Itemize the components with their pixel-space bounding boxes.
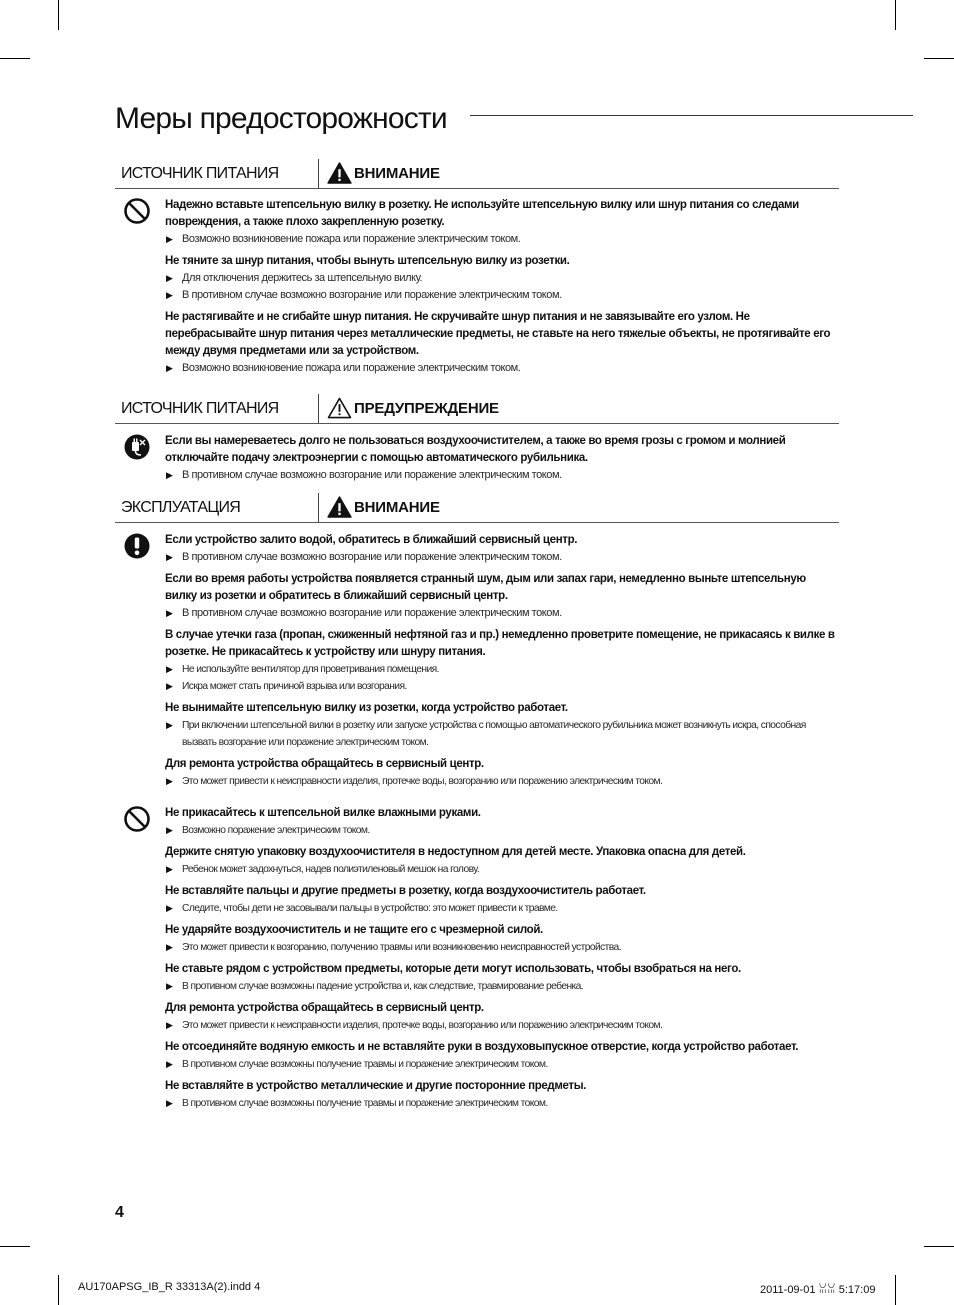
- note-text: ▶ В противном случае возможно возгорание или поражение электрическим током.: [165, 467, 835, 484]
- rule-text: Не растягивайте и не сгибайте шнур питания. Не скручивайте шнур питания и не завязывайте его узлом. Не перебрасывайте шнур питания через металлические предметы, не ставьте на него тяжелые объекты, не протягивайте его между двумя предметами или за устройством.: [165, 311, 831, 357]
- rule-text: Не вынимайте штепсельную вилку из розетки, когда устройство работает.: [165, 702, 568, 714]
- rule-text: Не отсоединяйте водяную емкость и не вставляйте руки в воздуховыпускное отверстие, когда устройство работает.: [165, 1041, 799, 1053]
- note-text: ▶ Искра может стать причиной взрыва или возгорания.: [165, 678, 835, 695]
- note-text: ▶ Не используйте вентилятор для проветривания помещения.: [165, 661, 835, 678]
- note-text: ▶ Ребенок может задохнуться, надев полиэтиленовый мешок на голову.: [165, 861, 835, 878]
- note-text: ▶ Для отключения держитесь за штепсельную вилку.: [165, 270, 835, 287]
- rule-text: Для ремонта устройства обращайтесь в сервисный центр.: [165, 758, 484, 770]
- section-label: ИСТОЧНИК ПИТАНИЯ: [121, 165, 279, 182]
- rule-text: Надежно вставьте штепсельную вилку в розетку. Не используйте штепсельную вилку или шнур питания со следами повреждения, а также плохо закрепленную розетку.: [165, 199, 799, 228]
- caution-badge: [327, 495, 440, 519]
- block-body: [165, 532, 835, 795]
- safety-item: [165, 961, 835, 995]
- crop-mark: [58, 0, 59, 30]
- rule-text: Держите снятую упаковку воздухоочистителя в недоступном для детей месте. Упаковка опасна для детей.: [165, 846, 746, 858]
- rule-text: Если устройство залито водой, обратитесь в ближайший сервисный центр.: [165, 534, 578, 546]
- crop-mark: [58, 1275, 59, 1305]
- note-text: ▶ Возможно возникновение пожара или поражение электрическим током.: [165, 231, 835, 248]
- bullet-triangle-icon: ▶: [166, 664, 173, 674]
- bullet-triangle-icon: ▶: [166, 825, 173, 835]
- footer-file-name: AU170APSG_IB_R 33313A(2).indd 4: [78, 1281, 261, 1293]
- safety-item: [165, 571, 835, 622]
- section-header: [115, 493, 839, 523]
- section-divider: [318, 493, 319, 522]
- rule-text: Не ударяйте воздухоочиститель и не тащите его с чрезмерной силой.: [165, 924, 543, 936]
- note-text: ▶ Это может привести к неисправности изделия, протечке воды, возгоранию или поражению электрическим током.: [165, 773, 835, 790]
- bullet-triangle-icon: ▶: [166, 290, 173, 300]
- block-body: [165, 197, 835, 382]
- badge-label: ВНИМАНИЕ: [354, 498, 440, 516]
- crop-mark: [0, 1246, 30, 1247]
- footer-date: 2011-09-01 ꈍꈍ 5:17:09: [760, 1284, 876, 1296]
- bullet-triangle-icon: ▶: [166, 942, 173, 952]
- bullet-triangle-icon: ▶: [166, 363, 173, 373]
- safety-item: [165, 197, 835, 248]
- note-text: ▶ Это может привести к неисправности изделия, протечке воды, возгоранию или поражению электрическим током.: [165, 1017, 835, 1034]
- safety-item: [165, 309, 835, 377]
- section-header: [115, 159, 839, 189]
- block-body: [165, 805, 835, 1117]
- rule-text: Если вы намереваетесь долго не пользоваться воздухоочистителем, а также во время грозы с громом и молнией отключайте подачу электроэнергии с помощью автоматического рубильника.: [165, 435, 786, 464]
- bullet-triangle-icon: ▶: [166, 608, 173, 618]
- note-text: ▶ Это может привести к возгоранию, получению травмы или возникновению неисправностей устройства.: [165, 939, 835, 956]
- safety-item: [165, 627, 835, 695]
- crop-mark: [924, 58, 954, 59]
- note-text: ▶ Возможно поражение электрическим током.: [165, 822, 835, 839]
- bullet-triangle-icon: ▶: [166, 234, 173, 244]
- safety-item: [165, 1000, 835, 1034]
- note-text: ▶ В противном случае возможно возгорание или поражение электрическим током.: [165, 549, 835, 566]
- rule-text: Не вставляйте пальцы и другие предметы в розетку, когда воздухоочиститель работает.: [165, 885, 646, 897]
- mandatory-icon: [123, 532, 151, 560]
- note-text: ▶ В противном случае возможно возгорание или поражение электрическим током.: [165, 287, 835, 304]
- safety-item: [165, 1078, 835, 1112]
- bullet-triangle-icon: ▶: [166, 776, 173, 786]
- crop-mark: [895, 1275, 896, 1305]
- rule-text: В случае утечки газа (пропан, сжиженный нефтяной газ и пр.) немедленно проветрите помещение, не прикасаясь к вилке в розетке. Не прикасайтесь к устройству или шнуру питания.: [165, 629, 835, 658]
- page-number: 4: [115, 1204, 124, 1221]
- warning-triangle-icon: [327, 496, 352, 518]
- section-label: ЭКСПЛУАТАЦИЯ: [121, 499, 241, 516]
- rule-text: Не вставляйте в устройство металлические и другие посторонние предметы.: [165, 1080, 587, 1092]
- section-header: [115, 394, 839, 424]
- bullet-triangle-icon: ▶: [166, 1020, 173, 1030]
- safety-item: [165, 844, 835, 878]
- rule-text: Не ставьте рядом с устройством предметы, которые дети могут использовать, чтобы взобраться на него.: [165, 963, 741, 975]
- note-text: ▶ Следите, чтобы дети не засовывали пальцы в устройство: это может привести к травме.: [165, 900, 835, 917]
- warning-badge: [327, 396, 499, 420]
- note-text: ▶ При включении штепсельной вилки в розетку или запуске устройства с помощью автоматического рубильника может возникнуть искра, способная вызвать возгорание или поражение электрическим током.: [165, 717, 835, 751]
- safety-item: [165, 253, 835, 304]
- crop-mark: [0, 58, 30, 59]
- title-rule: [470, 115, 913, 116]
- safety-item: [165, 756, 835, 790]
- bullet-triangle-icon: ▶: [166, 720, 173, 730]
- bullet-triangle-icon: ▶: [166, 981, 173, 991]
- safety-item: [165, 700, 835, 751]
- note-text: ▶ В противном случае возможно возгорание или поражение электрическим током.: [165, 605, 835, 622]
- bullet-triangle-icon: ▶: [166, 1059, 173, 1069]
- section-label: ИСТОЧНИК ПИТАНИЯ: [121, 400, 279, 417]
- warning-triangle-icon: [327, 397, 352, 419]
- crop-mark: [895, 0, 896, 30]
- safety-item: [165, 433, 835, 484]
- rule-text: Не прикасайтесь к штепсельной вилке влажными руками.: [165, 807, 481, 819]
- warning-triangle-icon: [327, 162, 352, 184]
- bullet-triangle-icon: ▶: [166, 681, 173, 691]
- block-body: [165, 433, 835, 489]
- section-divider: [318, 159, 319, 188]
- note-text: ▶ В противном случае возможны получение травмы и поражение электрическим током.: [165, 1095, 835, 1112]
- unplug-icon: [123, 433, 151, 461]
- bullet-triangle-icon: ▶: [166, 552, 173, 562]
- caution-badge: [327, 161, 440, 185]
- bullet-triangle-icon: ▶: [166, 1098, 173, 1108]
- prohibition-icon: [123, 805, 151, 833]
- safety-item: [165, 1039, 835, 1073]
- bullet-triangle-icon: ▶: [166, 470, 173, 480]
- safety-item: [165, 532, 835, 566]
- note-text: ▶ В противном случае возможны получение травмы и поражение электрическим током.: [165, 1056, 835, 1073]
- safety-item: [165, 805, 835, 839]
- bullet-triangle-icon: ▶: [166, 273, 173, 283]
- bullet-triangle-icon: ▶: [166, 864, 173, 874]
- badge-label: ПРЕДУПРЕЖДЕНИЕ: [354, 399, 499, 417]
- note-text: ▶ В противном случае возможны падение устройства и, как следствие, травмирование ребенка.: [165, 978, 835, 995]
- rule-text: Не тяните за шнур питания, чтобы вынуть штепсельную вилку из розетки.: [165, 255, 570, 267]
- prohibition-icon: [123, 197, 151, 225]
- note-text: ▶ Возможно возникновение пожара или поражение электрическим током.: [165, 360, 835, 377]
- rule-text: Если во время работы устройства появляется странный шум, дым или запах гари, немедленно выньте штепсельную вилку из розетки и обратитесь в ближайший сервисный центр.: [165, 573, 806, 602]
- rule-text: Для ремонта устройства обращайтесь в сервисный центр.: [165, 1002, 484, 1014]
- page-title: Меры предосторожности: [115, 102, 447, 135]
- section-divider: [318, 394, 319, 423]
- safety-item: [165, 883, 835, 917]
- crop-mark: [924, 1246, 954, 1247]
- safety-item: [165, 922, 835, 956]
- badge-label: ВНИМАНИЕ: [354, 164, 440, 182]
- bullet-triangle-icon: ▶: [166, 903, 173, 913]
